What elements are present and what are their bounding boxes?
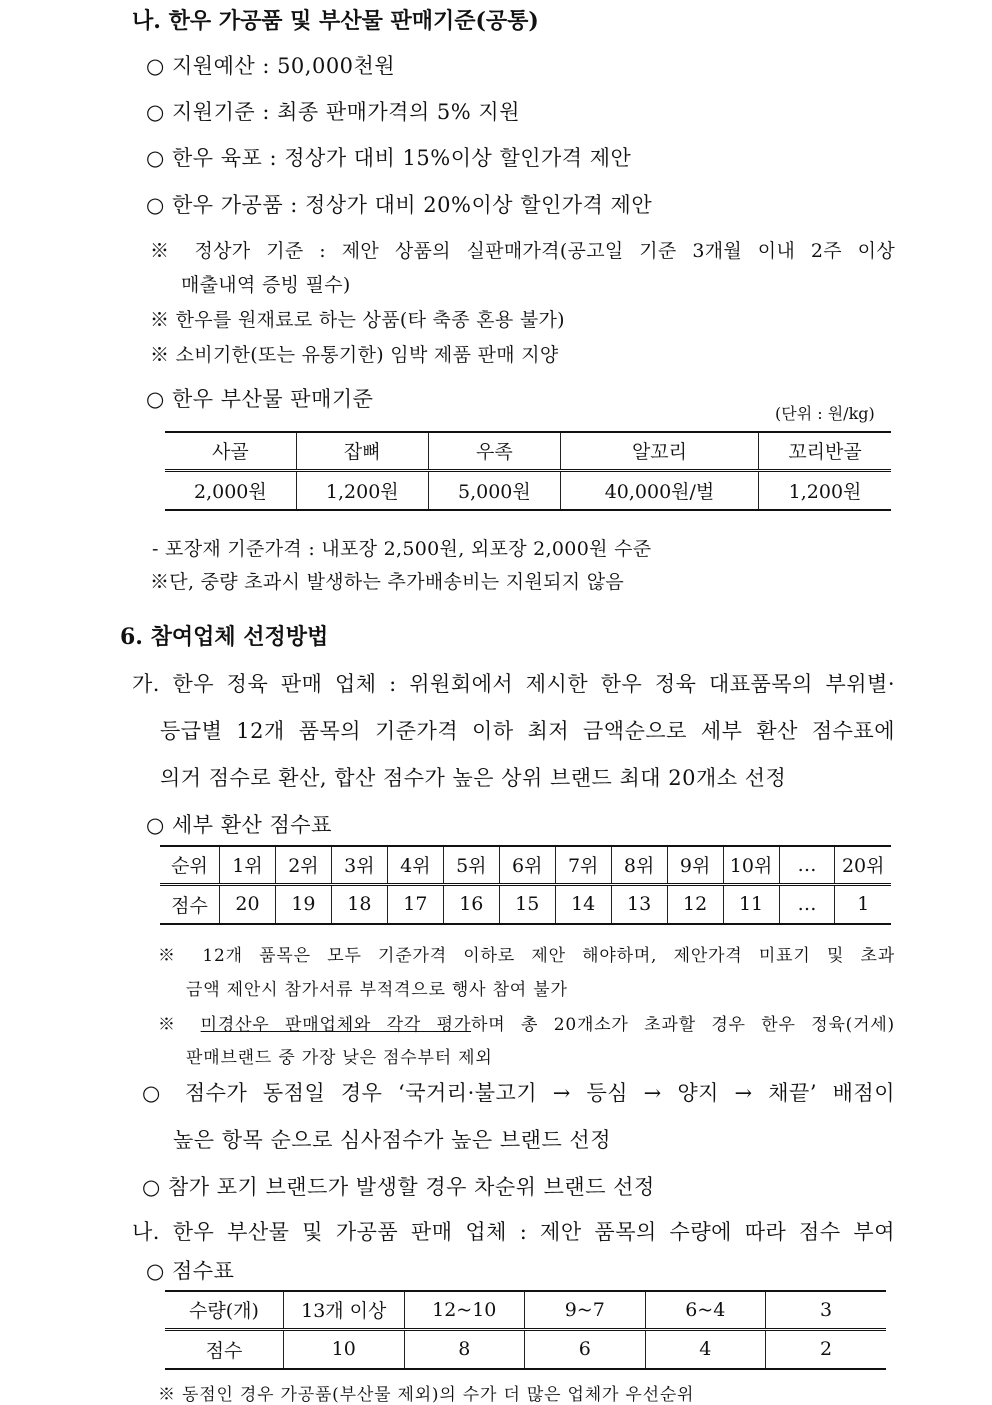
unit-label: (단위 : 원/kg) [775,404,875,423]
header-cell: 우족 [428,432,560,470]
rank-cell: 2위 [275,846,331,884]
value-cell: 2,000원 [165,470,296,510]
note-mark: ※ [158,1015,201,1035]
rank-cell: … [779,846,835,884]
score-cell: 15 [499,884,555,924]
score-cell: 11 [723,884,779,924]
qty-label: 수량(개) [165,1291,284,1329]
score-table-title: ○ 세부 환산 점수표 [146,813,332,837]
budget-item: ○ 지원예산 : 50,000천원 [146,54,396,78]
rank-cell: 9위 [667,846,723,884]
tie-rule: ○ 점수가 동점일 경우 ‘국거리·불고기 → 등심 → 양지 → 채끝’ 배점이 [142,1081,895,1105]
raw-material-note: ※ 한우를 원재료로 하는 상품(타 축종 혼용 불가) [150,309,565,331]
score-cell: … [779,884,835,924]
rank-cell: 20위 [835,846,891,884]
score-cell: 17 [387,884,443,924]
items-note-2 [158,1010,895,1035]
underlined-phrase: 미경산우 판매업체와 각각 평가 [200,1015,472,1035]
qty-cell: 9~7 [525,1291,646,1329]
header-cell: 꼬리반골 [759,432,891,470]
ga-line-3: 의거 점수로 환산, 합산 점수가 높은 상위 브랜드 최대 20개소 선정 [160,766,787,790]
ga-line-1: 가. 한우 정육 판매 업체 : 위원회에서 제시한 한우 정육 대표품목의 부위별· [132,672,895,696]
qty-table-title: ○ 점수표 [146,1259,235,1283]
processed-item: ○ 한우 가공품 : 정상가 대비 20%이상 할인가격 제안 [146,193,653,217]
rank-cell: 6위 [499,846,555,884]
value-cell: 1,200원 [296,470,428,510]
value-cell: 1,200원 [759,470,891,510]
score-cell: 12 [667,884,723,924]
score-cell: 20 [220,884,276,924]
regular-price-note: ※ 정상가 기준 : 제안 상품의 실판매가격(공고일 기준 3개월 이내 2주 이상 [150,240,895,262]
support-criteria-item: ○ 지원기준 : 최종 판매가격의 5% 지원 [146,100,520,124]
score-cell: 19 [275,884,331,924]
items-note-1-cont: 금액 제안시 참가서류 부적격으로 행사 참여 불가 [186,980,568,1000]
section-heading-6: 6. 참여업체 선정방법 [120,624,329,650]
qty-cell: 12~10 [404,1291,525,1329]
expiry-note: ※ 소비기한(또는 유통기한) 임박 제품 판매 지양 [150,344,559,366]
ga-line-2: 등급별 12개 품목의 기준가격 이하 최저 금액순으로 세부 환산 점수표에 [160,719,895,743]
score-cell: 1 [835,884,891,924]
items-note-1: ※ 12개 품목은 모두 기준가격 이하로 제안 해야하며, 제안가격 미표기 및 초과 [158,946,895,966]
header-cell: 잡뼈 [296,432,428,470]
items-note-2-cont: 판매브랜드 중 가장 낮은 점수부터 제외 [186,1048,493,1068]
score-cell: 8 [404,1329,525,1369]
section-heading-na: 나. 한우 가공품 및 부산물 판매기준(공통) [132,8,539,34]
score-cell: 18 [331,884,387,924]
tie-rule-cont: 높은 항목 순으로 심사점수가 높은 브랜드 선정 [173,1128,611,1152]
rank-cell: 8위 [611,846,667,884]
header-cell: 사골 [165,432,296,470]
qty-cell: 13개 이상 [284,1291,405,1329]
rank-cell: 7위 [555,846,611,884]
qty-cell: 6~4 [645,1291,766,1329]
note-rest: 하며 총 20개소가 초과할 경우 한우 정육(거세) [471,1015,895,1035]
jerky-item: ○ 한우 육포 : 정상가 대비 15%이상 할인가격 제안 [146,146,632,170]
score-cell: 13 [611,884,667,924]
rank-cell: 4위 [387,846,443,884]
rank-cell: 5위 [443,846,499,884]
score-cell: 14 [555,884,611,924]
shipping-note: ※단, 중량 초과시 발생하는 추가배송비는 지원되지 않음 [150,571,625,593]
rank-label: 순위 [160,846,220,884]
qty-cell: 3 [766,1291,887,1329]
score-label: 점수 [160,884,220,924]
rank-cell: 3위 [331,846,387,884]
regular-price-note-cont: 매출내역 증빙 필수) [181,274,351,296]
rank-score-table [160,845,891,925]
header-cell: 알꼬리 [560,432,758,470]
quantity-score-table [165,1290,886,1370]
score-cell: 16 [443,884,499,924]
score-cell: 10 [284,1329,405,1369]
na-line: 나. 한우 부산물 및 가공품 판매 업체 : 제안 품목의 수량에 따라 점수 부여 [132,1220,895,1244]
value-cell: 40,000원/벌 [560,470,758,510]
score-cell: 6 [525,1329,646,1369]
score-cell: 2 [766,1329,887,1369]
byproduct-title: ○ 한우 부산물 판매기준 [146,387,374,411]
packaging-price: - 포장재 기준가격 : 내포장 2,500원, 외포장 2,000원 수준 [152,538,652,560]
score-cell: 4 [645,1329,766,1369]
byproduct-table [165,431,891,511]
rank-cell: 10위 [723,846,779,884]
final-note: ※ 동점인 경우 가공품(부산물 제외)의 수가 더 많은 업체가 우선순위 [158,1385,695,1405]
value-cell: 5,000원 [428,470,560,510]
rank-cell: 1위 [220,846,276,884]
forfeit-rule: ○ 참가 포기 브랜드가 발생할 경우 차순위 브랜드 선정 [142,1175,655,1199]
score-label: 점수 [165,1329,284,1369]
